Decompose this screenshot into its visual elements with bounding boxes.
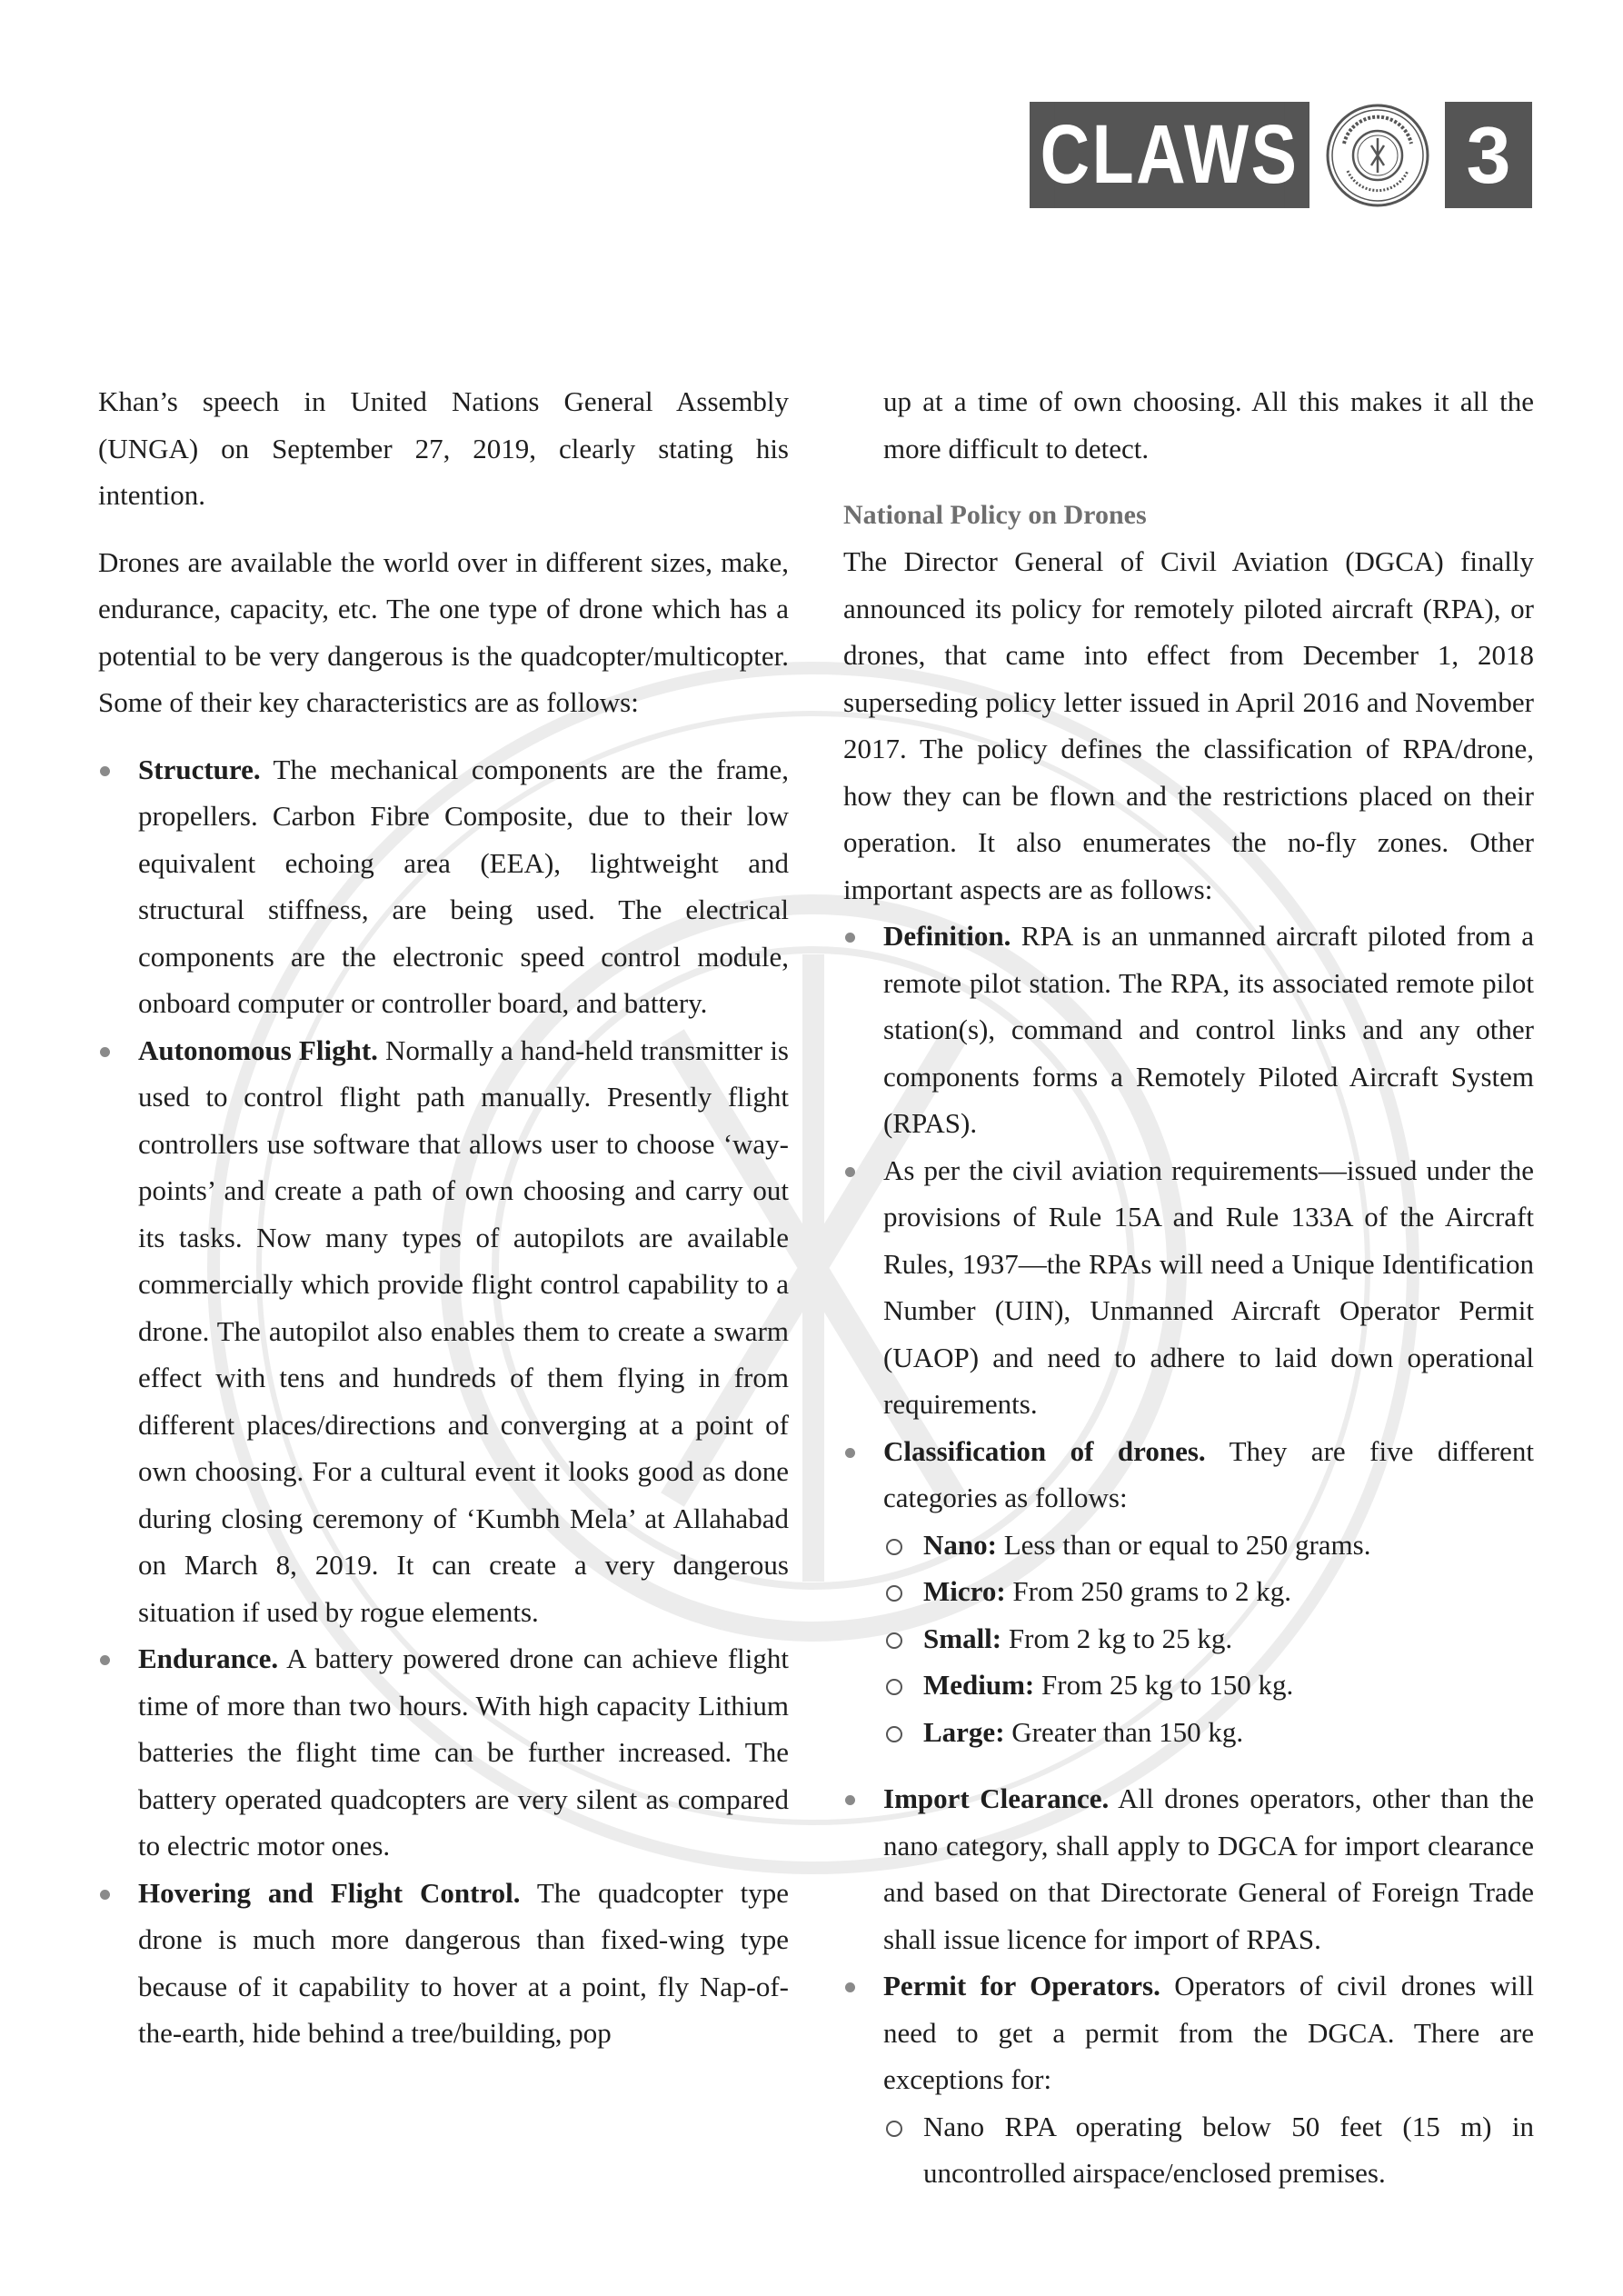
paragraph: The Director General of Civil Aviation (DGCA) finally announced its policy for remotely piloted aircraft (RPA), or drones, that came into effect from December 1, 2018 superseding policy letter issued in April 2016 and November 2017. The policy defines the classification of RPA/drone, how they can be flown and the restrictions placed on their operation. It also enumerates the no-fly zones. Other important aspects are as follows: — [843, 545, 1534, 905]
category-text: Less than or equal to 250 grams. — [996, 1528, 1371, 1561]
category-term: Small: — [923, 1622, 1002, 1654]
list-item — [98, 1870, 789, 2057]
item-text: The quadcopter type drone is much more dangerous than fixed-wing type because of it capability to hover at a point, fly Nap-of-the-earth, hide behind a tree/building, pop — [138, 1876, 789, 2049]
list-item — [843, 1962, 1534, 2197]
item-term: Classification of drones. — [883, 1434, 1206, 1467]
list-item — [843, 1428, 1534, 1756]
list-item — [843, 913, 1534, 1147]
right-column — [843, 378, 1534, 2197]
category-text: Greater than 150 kg. — [1004, 1715, 1244, 1748]
page-number: 3 — [1445, 102, 1532, 208]
policy-list-continued — [843, 1775, 1534, 2197]
list-item — [98, 1027, 789, 1636]
paragraph: Drones are available the world over in different sizes, make, endurance, capacity, etc. The one type of drone which has a potential to be very dangerous is the quadcopter/multicopter. Some of their key characteristics are as follows: — [98, 545, 789, 718]
item-text: RPA is an unmanned aircraft piloted from a remote pilot station. The RPA, its associated remote pilot station(s), command and control links and any other components forms a Remotely Piloted Aircraft System (RPAS). — [883, 920, 1534, 1139]
claws-emblem-icon — [1309, 102, 1445, 208]
category-text: From 2 kg to 25 kg. — [1001, 1622, 1233, 1654]
exception-text: Nano RPA operating below 50 feet (15 m) in uncontrolled airspace/enclosed premises. — [923, 2110, 1534, 2189]
header-logo — [1030, 102, 1532, 208]
category-item — [883, 1709, 1534, 1756]
category-text: From 250 grams to 2 kg. — [1005, 1575, 1291, 1607]
list-item — [98, 746, 789, 1027]
category-item — [883, 1522, 1534, 1569]
category-item — [883, 1568, 1534, 1615]
item-text: All drones operators, other than the nano category, shall apply to DGCA for import clearance and based on that Directorate General of Foreign Trade shall issue licence for import of RPAS. — [883, 1782, 1534, 1955]
item-term: Hovering and Flight Control. — [138, 1876, 521, 1909]
continued-paragraph: up at a time of own choosing. All this makes it all the more difficult to detect. — [883, 385, 1534, 464]
item-term: Endurance. — [138, 1642, 279, 1674]
category-term: Micro: — [923, 1575, 1006, 1607]
list-item — [98, 1635, 789, 1870]
policy-list — [843, 913, 1534, 1755]
categories-list — [883, 1522, 1534, 1756]
category-term: Medium: — [923, 1669, 1035, 1701]
category-term: Large: — [923, 1715, 1005, 1748]
list-item — [843, 1147, 1534, 1428]
item-text: Normally a hand-held transmitter is used to control flight path manually. Presently flight controllers use software that allows user to choose ‘way-points’ and create a path of own choosing and carry out its tasks. Now many types of autopilots are available commercially which provide flight control capability to a drone. The autopilot also enables them to create a swarm effect with tens and hundreds of them flying in from different places/directions and converging at a point of own choosing. For a cultural event it looks good as done during closing ceremony of ‘Kumbh Mela’ at Allahabad on March 8, 2019. It can create a very dangerous situation if used by rogue elements. — [138, 1033, 789, 1628]
exception-item — [883, 2103, 1534, 2197]
category-text: From 25 kg to 150 kg. — [1034, 1669, 1294, 1701]
section-heading: National Policy on Drones — [843, 500, 1147, 530]
brand-box — [1030, 102, 1309, 208]
item-term: Permit for Operators. — [883, 1970, 1160, 2002]
exceptions-list — [883, 2103, 1534, 2197]
category-term: Nano: — [923, 1528, 997, 1561]
characteristics-list — [98, 746, 789, 2057]
item-text: They are five different categories as follows: — [883, 1434, 1534, 1513]
item-text: Operators of civil drones will need to get a permit from the DGCA. There are exceptions for: — [883, 1970, 1534, 2095]
item-term: Autonomous Flight. — [138, 1033, 378, 1066]
item-term: Definition. — [883, 920, 1011, 952]
paragraph: Khan’s speech in United Nations General Assembly (UNGA) on September 27, 2019, clearly stating his intention. — [98, 385, 789, 511]
brand-name: CLAWS — [1055, 102, 1285, 208]
item-text: As per the civil aviation requirements—issued under the provisions of Rule 15A and Rule 133A of the Aircraft Rules, 1937—the RPAs will need a Unique Identification Number (UIN), Unmanned Aircraft Operator Permit (UAOP) and need to adhere to laid down operational requirements. — [883, 1153, 1534, 1420]
item-term: Structure. — [138, 753, 261, 785]
category-item — [883, 1615, 1534, 1662]
category-item — [883, 1662, 1534, 1709]
left-column — [98, 378, 789, 2057]
list-item — [843, 1775, 1534, 1962]
item-text: A battery powered drone can achieve flight time of more than two hours. With high capacity Lithium batteries the flight time can be further increased. The battery operated quadcopters are very silent as compared to electric motor ones. — [138, 1642, 789, 1862]
item-term: Import Clearance. — [883, 1782, 1110, 1814]
item-text: The mechanical components are the frame, propellers. Carbon Fibre Composite, due to their low equivalent echoing area (EEA), lightweight and structural stiffness, are being used. The electrical components are the electronic speed control module, onboard computer or controller board, and battery. — [138, 753, 789, 1019]
